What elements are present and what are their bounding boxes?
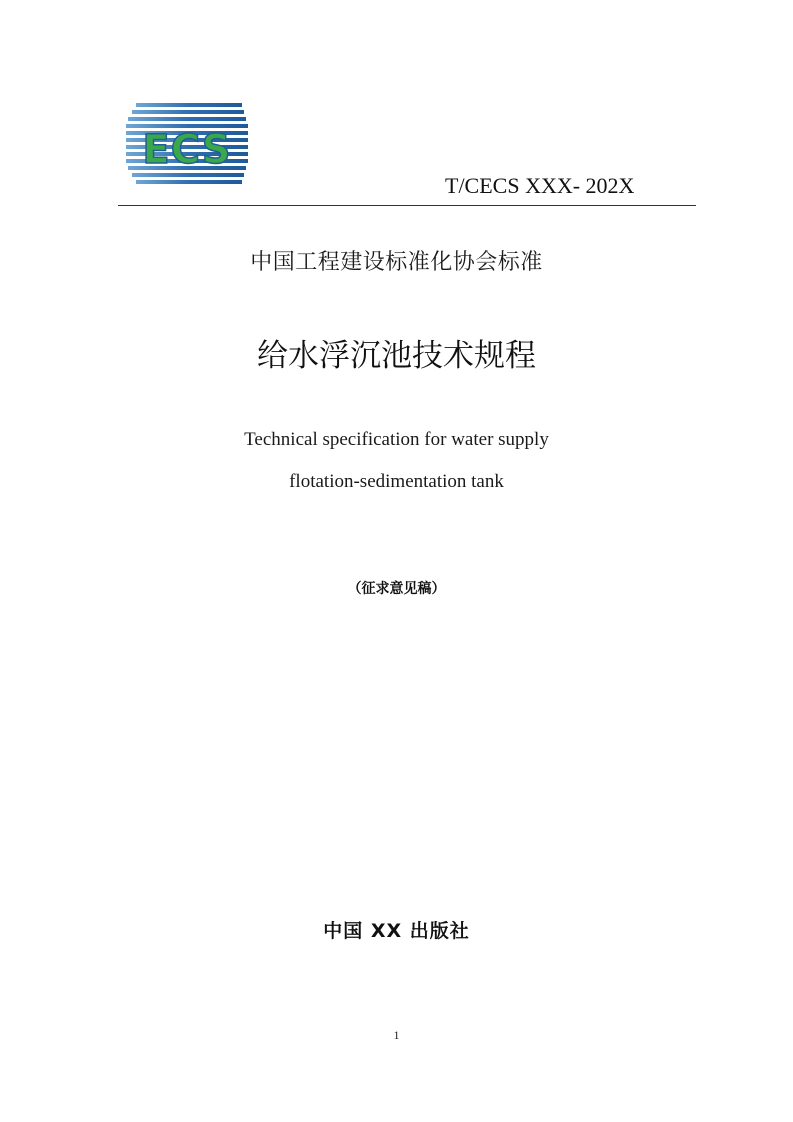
- title-english-line2: flotation-sedimentation tank: [289, 471, 504, 492]
- ecs-logo: [126, 101, 248, 187]
- standard-code: T/CECS XXX- 202X: [445, 173, 635, 198]
- svg-text:ECS: ECS: [142, 127, 232, 173]
- draft-status: （征求意见稿）: [347, 581, 446, 597]
- title-english-line1: Technical specification for water supply: [244, 429, 549, 450]
- header-divider: [118, 205, 696, 206]
- title-chinese: 给水浮沉池技术规程: [257, 338, 536, 374]
- publisher: 中国 XX 出版社: [323, 920, 470, 942]
- organization-standard: 中国工程建设标准化协会标准: [250, 250, 543, 275]
- page-number: 1: [393, 1028, 400, 1042]
